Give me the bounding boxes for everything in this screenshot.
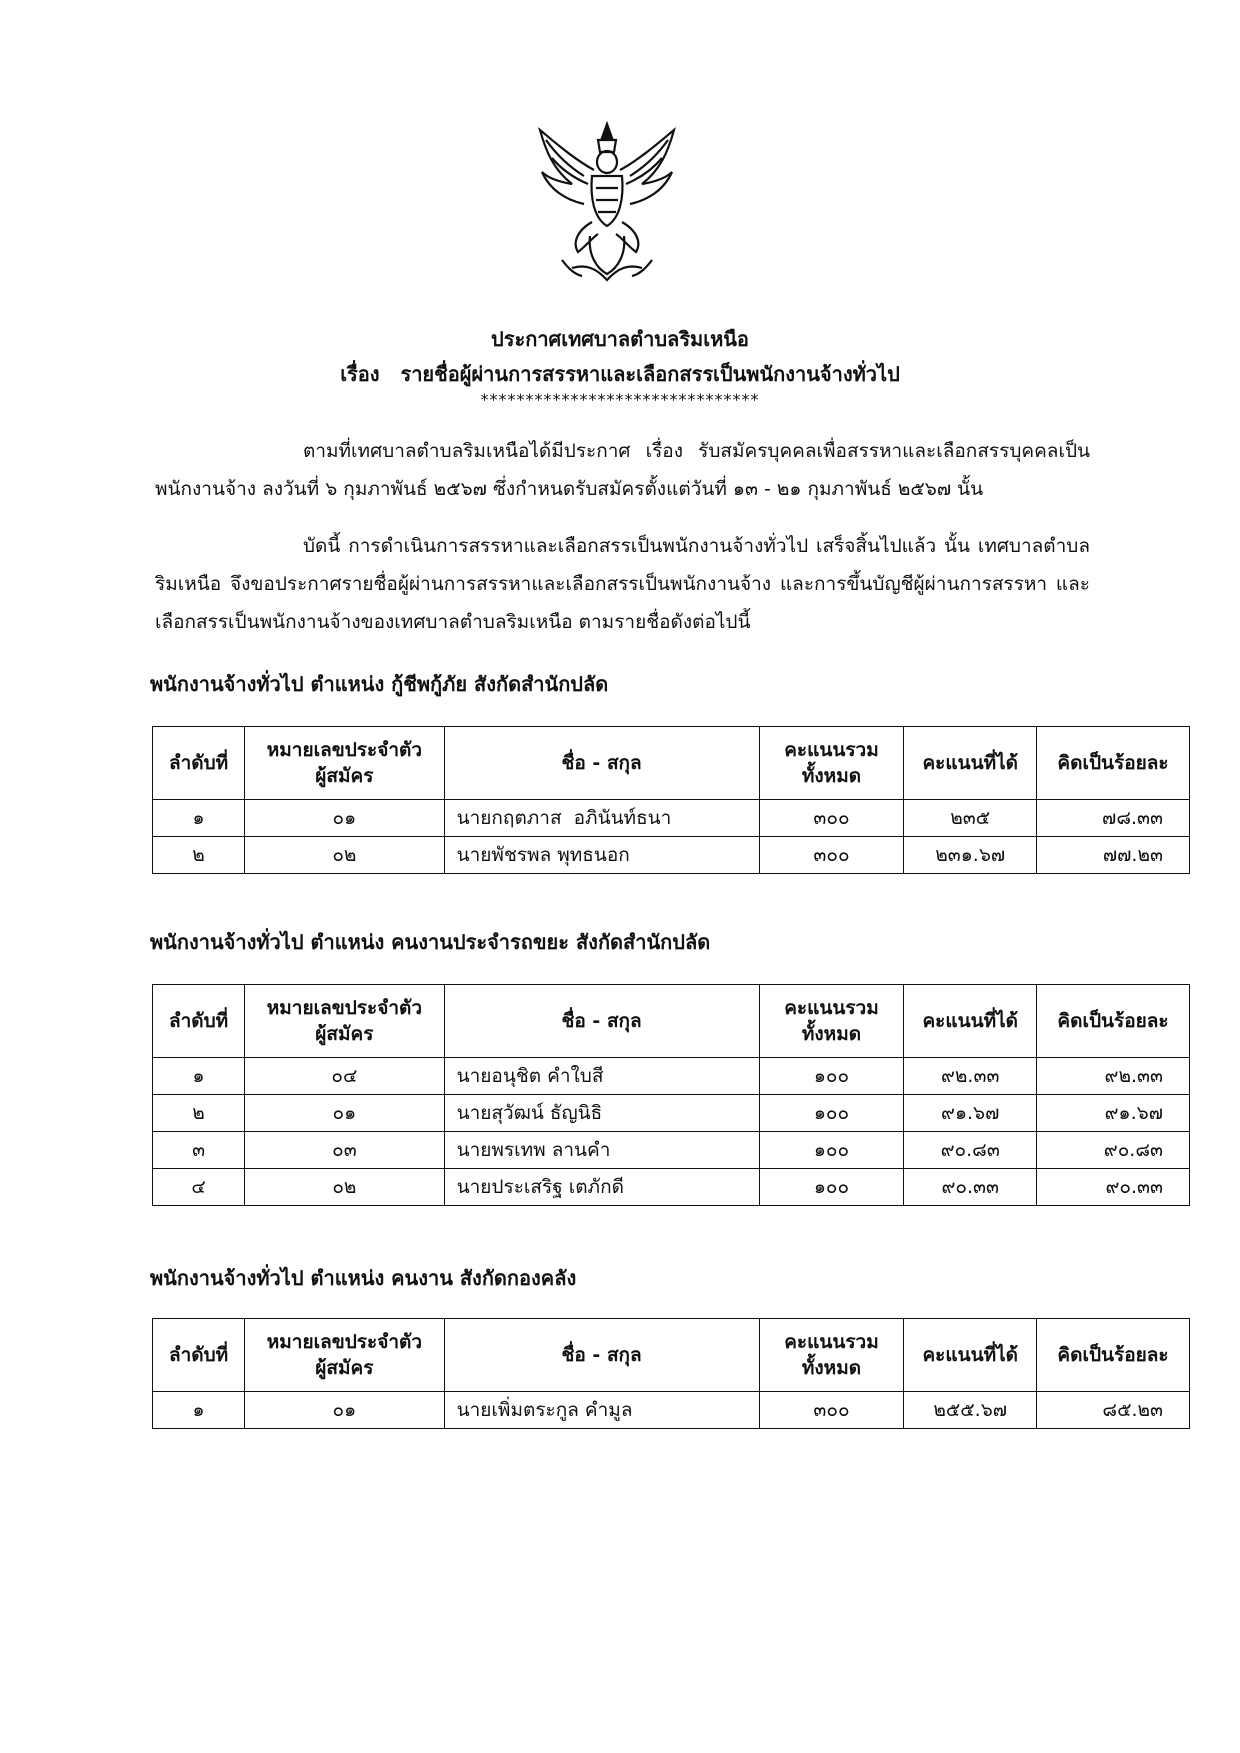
cell-applicant-no: ๐๑ bbox=[245, 800, 445, 837]
col-score-header: คะแนนที่ได้ bbox=[904, 985, 1037, 1058]
announcement-paragraph: บัดนี้ การดำเนินการสรรหาและเลือกสรรเป็นพนักงานจ้างทั่วไป เสร็จสิ้นไปแล้ว นั้น เทศบาลตำบลริมเหนือ จึงขอประกาศรายชื่อผู้ผ่านการสรรหาและเลือกสรรเป็นพนักงานจ้าง และการขึ้นบัญชีผู้ผ่านการสรรหา และเลือกสรรเป็นพนักงานจ้างของเทศบาลตำบลริมเหนือ ตามรายชื่อดังต่อไปนี้ bbox=[155, 535, 1090, 633]
cell-score: ๒๕๕.๖๗ bbox=[904, 1392, 1037, 1429]
col-name-header: ชื่อ - สกุล bbox=[444, 985, 759, 1058]
col-total-header: คะแนนรวม ทั้งหมด bbox=[759, 727, 904, 800]
cell-order: ๑ bbox=[153, 800, 245, 837]
table-header-row bbox=[153, 727, 1190, 800]
cell-total: ๓๐๐ bbox=[759, 837, 904, 874]
col-order-header: ลำดับที่ bbox=[153, 727, 245, 800]
cell-percent: ๗๘.๓๓ bbox=[1037, 800, 1190, 837]
col-score-header: คะแนนที่ได้ bbox=[904, 1319, 1037, 1392]
cell-score: ๙๑.๖๗ bbox=[904, 1095, 1037, 1132]
results-table-finance-worker bbox=[152, 1318, 1190, 1429]
table-row bbox=[153, 837, 1190, 874]
table-header-row bbox=[153, 1319, 1190, 1392]
cell-name: นายอนุชิต คำใบสี bbox=[444, 1058, 759, 1095]
col-applicant-no-header: หมายเลขประจำตัว ผู้สมัคร bbox=[245, 1319, 445, 1392]
col-order-header: ลำดับที่ bbox=[153, 1319, 245, 1392]
col-name-header: ชื่อ - สกุล bbox=[444, 1319, 759, 1392]
results-table-rescue bbox=[152, 726, 1190, 874]
results-table-garbage-truck bbox=[152, 984, 1190, 1206]
cell-score: ๙๐.๘๓ bbox=[904, 1132, 1037, 1169]
cell-percent: ๗๗.๒๓ bbox=[1037, 837, 1190, 874]
cell-total: ๓๐๐ bbox=[759, 800, 904, 837]
cell-name: นายเพิ่มตระกูล คำมูล bbox=[444, 1392, 759, 1429]
announcement-title: ประกาศเทศบาลตำบลริมเหนือ bbox=[491, 327, 749, 351]
cell-order: ๒ bbox=[153, 837, 245, 874]
star-divider: ******************************* bbox=[480, 390, 760, 409]
cell-name: นายสุวัฒน์ ธัญนิธิ bbox=[444, 1095, 759, 1132]
table-row bbox=[153, 1058, 1190, 1095]
cell-name: นายกฤตภาส อภินันท์ธนา bbox=[444, 800, 759, 837]
table-row bbox=[153, 1095, 1190, 1132]
cell-applicant-no: ๐๒ bbox=[245, 1169, 445, 1206]
section-heading-finance-worker: พนักงานจ้างทั่วไป ตำแหน่ง คนงาน สังกัดกองคลัง bbox=[150, 1266, 577, 1290]
col-applicant-no-header: หมายเลขประจำตัว ผู้สมัคร bbox=[245, 985, 445, 1058]
table-header-row bbox=[153, 985, 1190, 1058]
section-heading-rescue: พนักงานจ้างทั่วไป ตำแหน่ง กู้ชีพกู้ภัย สังกัดสำนักปลัด bbox=[150, 672, 609, 696]
col-percent-header: คิดเป็นร้อยละ bbox=[1037, 727, 1190, 800]
col-percent-header: คิดเป็นร้อยละ bbox=[1037, 1319, 1190, 1392]
cell-percent: ๙๑.๖๗ bbox=[1037, 1095, 1190, 1132]
col-score-header: คะแนนที่ได้ bbox=[904, 727, 1037, 800]
cell-applicant-no: ๐๔ bbox=[245, 1058, 445, 1095]
cell-total: ๓๐๐ bbox=[759, 1392, 904, 1429]
cell-percent: ๙๒.๓๓ bbox=[1037, 1058, 1190, 1095]
cell-score: ๒๓๕ bbox=[904, 800, 1037, 837]
col-total-header: คะแนนรวม ทั้งหมด bbox=[759, 985, 904, 1058]
cell-order: ๑ bbox=[153, 1392, 245, 1429]
garuda-emblem-icon bbox=[532, 118, 682, 286]
cell-percent: ๘๕.๒๓ bbox=[1037, 1392, 1190, 1429]
col-total-header: คะแนนรวม ทั้งหมด bbox=[759, 1319, 904, 1392]
cell-total: ๑๐๐ bbox=[759, 1169, 904, 1206]
section-heading-garbage-truck: พนักงานจ้างทั่วไป ตำแหน่ง คนงานประจำรถขยะ สังกัดสำนักปลัด bbox=[150, 930, 711, 954]
cell-applicant-no: ๐๒ bbox=[245, 837, 445, 874]
cell-score: ๒๓๑.๖๗ bbox=[904, 837, 1037, 874]
cell-total: ๑๐๐ bbox=[759, 1132, 904, 1169]
cell-order: ๒ bbox=[153, 1095, 245, 1132]
cell-name: นายพรเทพ ลานคำ bbox=[444, 1132, 759, 1169]
cell-total: ๑๐๐ bbox=[759, 1095, 904, 1132]
table-row bbox=[153, 1169, 1190, 1206]
col-percent-header: คิดเป็นร้อยละ bbox=[1037, 985, 1190, 1058]
col-applicant-no-header: หมายเลขประจำตัว ผู้สมัคร bbox=[245, 727, 445, 800]
cell-score: ๙๐.๓๓ bbox=[904, 1169, 1037, 1206]
cell-name: นายประเสริฐ เตภักดี bbox=[444, 1169, 759, 1206]
table-row bbox=[153, 1132, 1190, 1169]
cell-name: นายพัชรพล พุทธนอก bbox=[444, 837, 759, 874]
cell-applicant-no: ๐๓ bbox=[245, 1132, 445, 1169]
col-order-header: ลำดับที่ bbox=[153, 985, 245, 1058]
table-row bbox=[153, 800, 1190, 837]
cell-order: ๑ bbox=[153, 1058, 245, 1095]
cell-percent: ๙๐.๓๓ bbox=[1037, 1169, 1190, 1206]
cell-order: ๔ bbox=[153, 1169, 245, 1206]
cell-score: ๙๒.๓๓ bbox=[904, 1058, 1037, 1095]
cell-applicant-no: ๐๑ bbox=[245, 1392, 445, 1429]
intro-paragraph: ตามที่เทศบาลตำบลริมเหนือได้มีประกาศ เรื่อง รับสมัครบุคคลเพื่อสรรหาและเลือกสรรบุคคลเป็นพนักงานจ้าง ลงวันที่ ๖ กุมภาพันธ์ ๒๕๖๗ ซึ่งกำหนดรับสมัครตั้งแต่วันที่ ๑๓ - ๒๑ กุมภาพันธ์ ๒๕๖๗ นั้น bbox=[155, 440, 1090, 500]
col-name-header: ชื่อ - สกุล bbox=[444, 727, 759, 800]
cell-total: ๑๐๐ bbox=[759, 1058, 904, 1095]
cell-percent: ๙๐.๘๓ bbox=[1037, 1132, 1190, 1169]
table-row bbox=[153, 1392, 1190, 1429]
cell-order: ๓ bbox=[153, 1132, 245, 1169]
cell-applicant-no: ๐๑ bbox=[245, 1095, 445, 1132]
announcement-subject: เรื่อง รายชื่อผู้ผ่านการสรรหาและเลือกสรรเป็นพนักงานจ้างทั่วไป bbox=[340, 362, 900, 386]
